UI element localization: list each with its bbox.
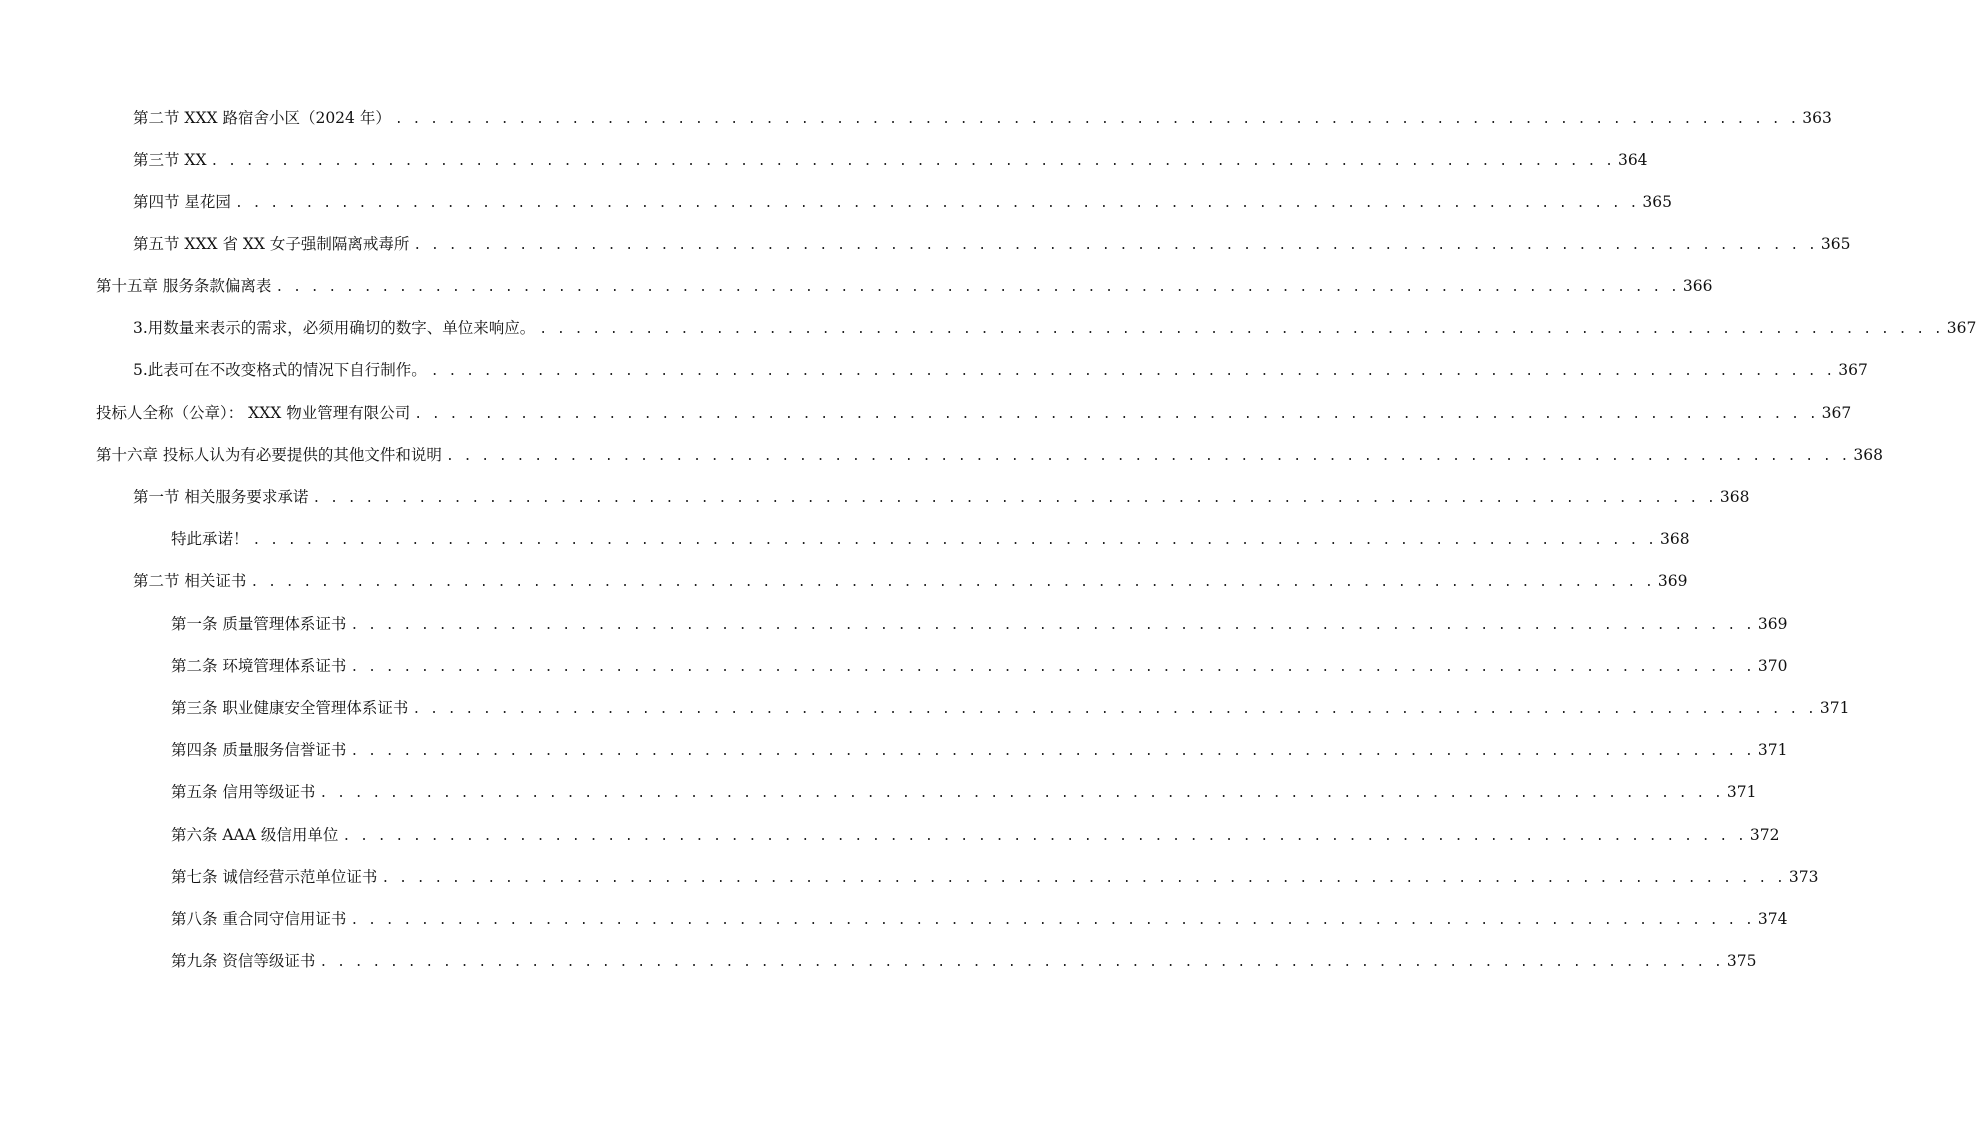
toc-entry-label: 第十五章 服务条款偏离表: [96, 277, 272, 295]
toc-entry-label: 3.用数量来表示的需求，必须用确切的数字、单位来响应。: [133, 319, 536, 337]
toc-entry-page: 367: [1838, 361, 1868, 379]
dot-leader: . . . . . . . . . . . . . . . . . . . . . . . . . . . . . . . . . . . . . . . . . . . . . . . . . . . . . . . . . . . . . . . . . . . . . . . . . . . . . . . .: [445, 449, 1850, 464]
dot-leader: . . . . . . . . . . . . . . . . . . . . . . . . . . . . . . . . . . . . . . . . . . . . . . . . . . . . . . . . . . . . . . . . . . . . . . . . . . . . . . . .: [414, 407, 1818, 422]
toc-entry-page: 372: [1749, 826, 1780, 844]
dot-leader: . . . . . . . . . . . . . . . . . . . . . . . . . . . . . . . . . . . . . . . . . . . . . . . . . . . . . . . . . . . . . . . . . . . . . . . . . . . . . . . .: [234, 196, 1639, 211]
dot-leader: . . . . . . . . . . . . . . . . . . . . . . . . . . . . . . . . . . . . . . . . . . . . . . . . . . . . . . . . . . . . . . . . . . . . . . . . . . . . . . . .: [413, 238, 1817, 253]
dot-leader: . . . . . . . . . . . . . . . . . . . . . . . . . . . . . . . . . . . . . . . . . . . . . . . . . . . . . . . . . . . . . . . . . . . . . . . . . . . . . . . .: [319, 786, 1723, 801]
toc-entry-page: 368: [1853, 446, 1883, 464]
toc-entry-page: 363: [1802, 109, 1832, 127]
toc-entry-label: 第九条 资信等级证书: [171, 952, 316, 970]
toc-entry-label: 5.此表可在不改变格式的情况下自行制作。: [133, 361, 427, 379]
toc-entry-label: 第八条 重合同守信用证书: [171, 910, 347, 928]
toc-entry[interactable]: [133, 105, 1832, 131]
dot-leader: . . . . . . . . . . . . . . . . . . . . . . . . . . . . . . . . . . . . . . . . . . . . . . . . . . . . . . . . . . . . . . . . . . . . . . . . . . . . . . . .: [350, 744, 1754, 759]
toc-entry-page: 371: [1757, 741, 1788, 759]
toc-entry-label: 第二条 环境管理体系证书: [171, 657, 347, 675]
toc-entry-page: 375: [1726, 952, 1757, 970]
toc-entry-label: 第六条 AAA 级信用单位: [171, 826, 339, 844]
toc-entry-page: 368: [1659, 530, 1690, 548]
toc-entry[interactable]: [133, 357, 1868, 383]
toc-entry-page: 364: [1617, 151, 1648, 169]
toc-entry[interactable]: [171, 526, 1690, 552]
dot-leader: . . . . . . . . . . . . . . . . . . . . . . . . . . . . . . . . . . . . . . . . . . . . . . . . . . . . . . . . . . . . . . . . . . . . . . . . . . . . . . . .: [350, 660, 1754, 675]
toc-entry[interactable]: [133, 231, 1851, 257]
toc-entry-label: 第五条 信用等级证书: [171, 783, 316, 801]
toc-entry-label: 第十六章 投标人认为有必要提供的其他文件和说明: [96, 446, 442, 464]
toc-entry-label: 第二节 相关证书: [133, 572, 247, 590]
toc-entry[interactable]: [171, 611, 1788, 637]
toc-entry-page: 371: [1726, 783, 1757, 801]
toc-entry-page: 369: [1657, 572, 1688, 590]
dot-leader: . . . . . . . . . . . . . . . . . . . . . . . . . . . . . . . . . . . . . . . . . . . . . . . . . . . . . . . . . . . . . . . . . . . . . . . . . . . . . . . .: [381, 871, 1785, 886]
dot-leader: . . . . . . . . . . . . . . . . . . . . . . . . . . . . . . . . . . . . . . . . . . . . . . . . . . . . . . . . . . . . . . . . . . . . . . . . . . . . . . . .: [430, 364, 1835, 379]
toc-entry-page: 365: [1820, 235, 1851, 253]
toc-entry-page: 369: [1757, 615, 1788, 633]
toc-entry-label: 投标人全称（公章）： XXX 物业管理有限公司: [96, 404, 411, 422]
toc-entry[interactable]: [171, 864, 1819, 890]
dot-leader: . . . . . . . . . . . . . . . . . . . . . . . . . . . . . . . . . . . . . . . . . . . . . . . . . . . . . . . . . . . . . . . . . . . . . . . . . . . . . . . .: [350, 618, 1754, 633]
toc-entry-page: 367: [1946, 319, 1976, 337]
toc-entry-label: 第三条 职业健康安全管理体系证书: [171, 699, 409, 717]
toc-entry[interactable]: [171, 822, 1780, 848]
toc-entry-page: 371: [1819, 699, 1850, 717]
toc-entry[interactable]: [133, 315, 1976, 341]
toc-entry-label: 第三节 XX: [133, 151, 207, 169]
toc-entry-page: 373: [1788, 868, 1819, 886]
dot-leader: . . . . . . . . . . . . . . . . . . . . . . . . . . . . . . . . . . . . . . . . . . . . . . . . . . . . . . . . . . . . . . . . . . . . . . . . . . . . . . . .: [252, 533, 1656, 548]
toc-entry[interactable]: [96, 400, 1852, 426]
toc-entry-label: 第一节 相关服务要求承诺: [133, 488, 309, 506]
toc-entry-page: 366: [1682, 277, 1713, 295]
toc-entry[interactable]: [133, 568, 1688, 594]
toc-entry-page: 367: [1821, 404, 1852, 422]
toc-entry-page: 368: [1719, 488, 1750, 506]
toc-entry[interactable]: [171, 695, 1850, 721]
toc-entry[interactable]: [171, 653, 1788, 679]
toc-entry-label: 第七条 诚信经营示范单位证书: [171, 868, 378, 886]
dot-leader: . . . . . . . . . . . . . . . . . . . . . . . . . . . . . . . . . . . . . . . . . . . . . . . . . . . . . . . . . . . . . . . . . . . . . . . . . . . . . . . .: [250, 575, 1654, 590]
dot-leader: . . . . . . . . . . . . . . . . . . . . . . . . . . . . . . . . . . . . . . . . . . . . . . . . . . . . . . . . . . . . . . . . . . . . . . . . . . . . . . . .: [319, 955, 1723, 970]
dot-leader: . . . . . . . . . . . . . . . . . . . . . . . . . . . . . . . . . . . . . . . . . . . . . . . . . . . . . . . . . . . . . . . . . . . . . . . . . . . . . . . .: [350, 913, 1754, 928]
toc-entry[interactable]: [96, 273, 1713, 299]
toc-entry[interactable]: [133, 147, 1648, 173]
toc-entry-page: 370: [1757, 657, 1788, 675]
toc-entry-label: 第五节 XXX 省 XX 女子强制隔离戒毒所: [133, 235, 410, 253]
toc-entry[interactable]: [133, 484, 1750, 510]
toc-entry[interactable]: [171, 948, 1757, 974]
toc-entry[interactable]: [171, 906, 1788, 932]
toc-entry-label: 第一条 质量管理体系证书: [171, 615, 347, 633]
dot-leader: . . . . . . . . . . . . . . . . . . . . . . . . . . . . . . . . . . . . . . . . . . . . . . . . . . . . . . . . . . . . . . . . . . . . . . . . . . . . . . . .: [275, 280, 1679, 295]
toc-entry-label: 特此承诺！: [171, 530, 249, 548]
toc-entry-label: 第四节 星花园: [133, 193, 231, 211]
toc-entry[interactable]: [171, 779, 1757, 805]
toc-entry[interactable]: [171, 737, 1788, 763]
toc-entry[interactable]: [133, 189, 1672, 215]
toc-entry-page: 374: [1757, 910, 1788, 928]
dot-leader: . . . . . . . . . . . . . . . . . . . . . . . . . . . . . . . . . . . . . . . . . . . . . . . . . . . . . . . . . . . . . . . . . . . . . . . . . . . . . . . .: [312, 491, 1716, 506]
toc-entry-page: 365: [1642, 193, 1672, 211]
dot-leader: . . . . . . . . . . . . . . . . . . . . . . . . . . . . . . . . . . . . . . . . . . . . . . . . . . . . . . . . . . . . . . . . . . . . . . . . . . . . . . . .: [539, 322, 1943, 337]
dot-leader: . . . . . . . . . . . . . . . . . . . . . . . . . . . . . . . . . . . . . . . . . . . . . . . . . . . . . . . . . . . . . . . . . . . . . . . . . . . . . . . .: [210, 154, 1614, 169]
dot-leader: . . . . . . . . . . . . . . . . . . . . . . . . . . . . . . . . . . . . . . . . . . . . . . . . . . . . . . . . . . . . . . . . . . . . . . . . . . . . . . . .: [342, 829, 1746, 844]
dot-leader: . . . . . . . . . . . . . . . . . . . . . . . . . . . . . . . . . . . . . . . . . . . . . . . . . . . . . . . . . . . . . . . . . . . . . . . . . . . . . . . .: [394, 112, 1799, 127]
toc-entry-label: 第四条 质量服务信誉证书: [171, 741, 347, 759]
dot-leader: . . . . . . . . . . . . . . . . . . . . . . . . . . . . . . . . . . . . . . . . . . . . . . . . . . . . . . . . . . . . . . . . . . . . . . . . . . . . . . . .: [412, 702, 1816, 717]
toc-entry[interactable]: [96, 442, 1883, 468]
toc-entry-label: 第二节 XXX 路宿舍小区（2024 年）: [133, 109, 391, 127]
